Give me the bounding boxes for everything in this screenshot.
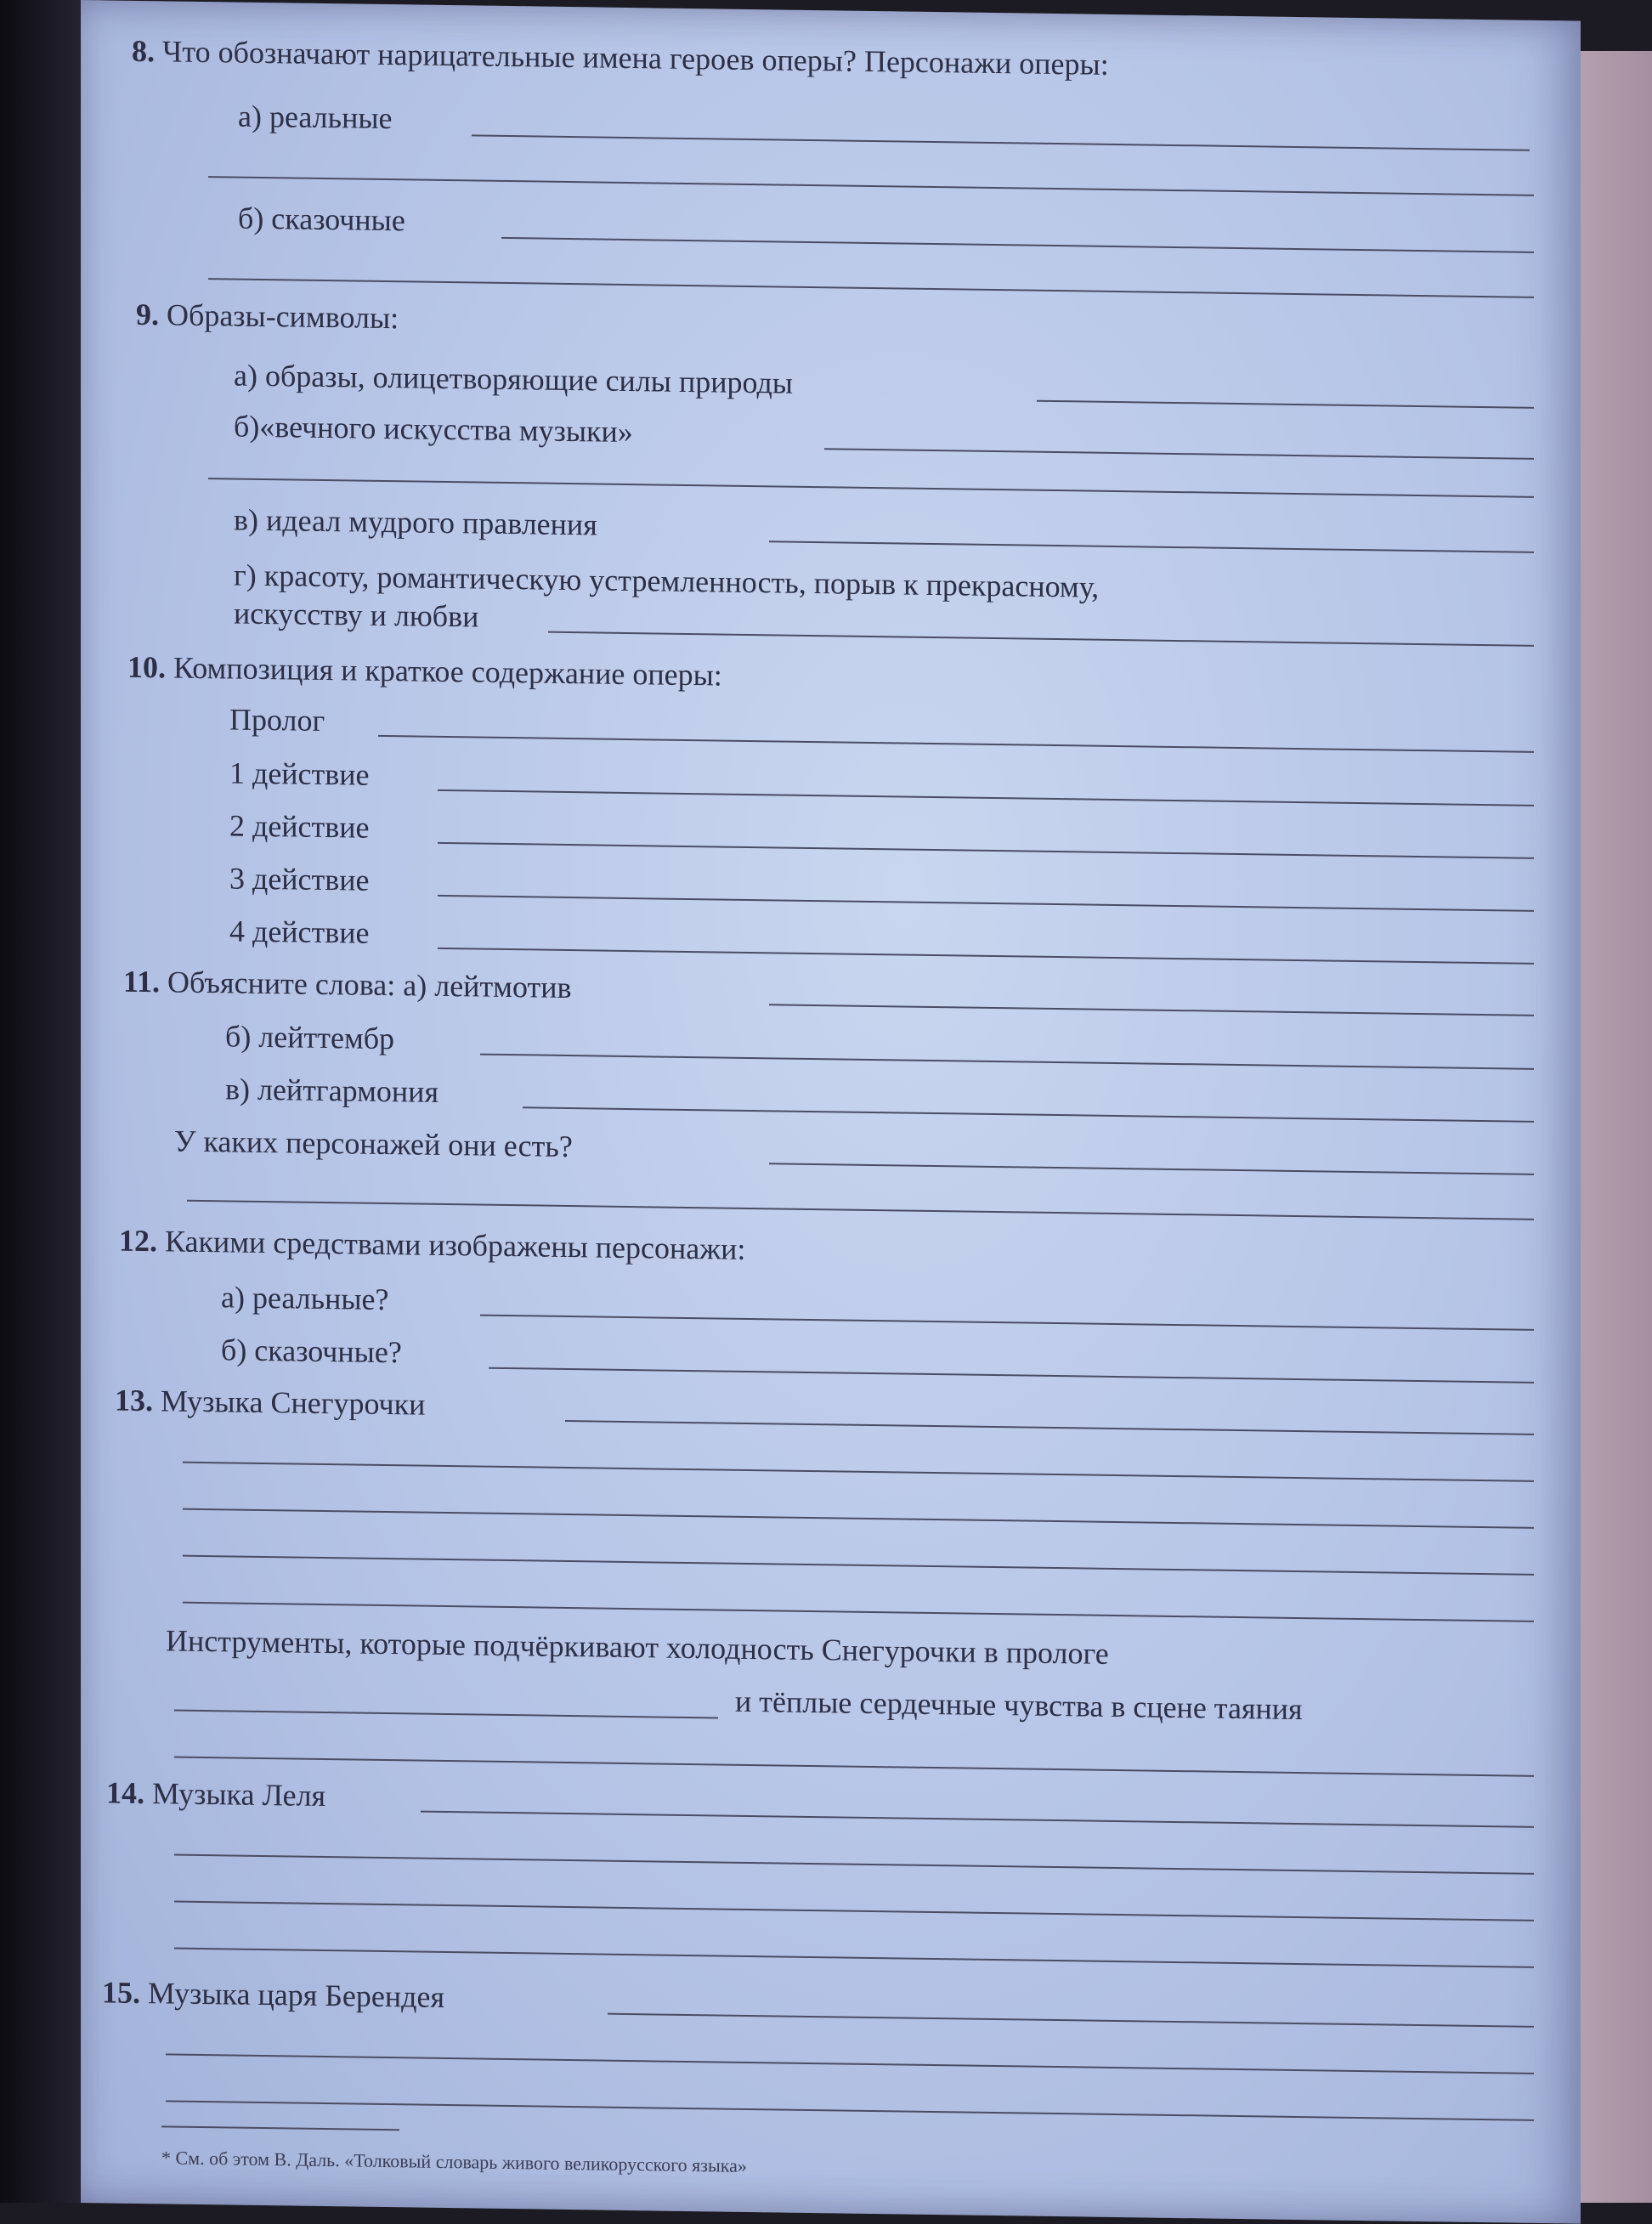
answer-line[interactable] [421,1811,1534,1828]
answer-line[interactable] [174,1901,1534,1921]
answer-line[interactable] [208,278,1534,298]
answer-line[interactable] [1037,400,1534,409]
q12-option-b: б) сказочные? [221,1333,402,1370]
question-number: 15. [102,1975,140,2010]
q9-option-b: б)«вечного искусства музыки» [234,409,633,450]
question-15 [102,1976,444,2013]
answer-line[interactable] [489,1367,1534,1384]
question-text: Образы-символы: [167,297,399,336]
question-8 [132,35,1109,81]
workbook-page [81,0,1581,2224]
question-number: 10. [127,649,166,685]
question-text: Музыка Леля [152,1776,326,1814]
answer-line[interactable] [183,1508,1534,1529]
answer-line[interactable] [378,735,1534,753]
answer-line[interactable] [208,176,1534,196]
question-11 [123,965,572,1004]
answer-line[interactable] [548,631,1534,647]
question-number: 12. [119,1223,157,1259]
answer-line[interactable] [501,237,1534,253]
q11-option-v: в) лейтгармония [225,1072,438,1109]
question-number: 14. [106,1775,144,1811]
act-4-label: 4 действие [229,914,370,950]
question-9 [136,298,399,334]
answer-line[interactable] [438,948,1534,965]
question-number: 8. [132,33,155,69]
question-text: Что обозначают нарицательные имена героев оперы? Персонажи оперы: [162,34,1109,82]
answer-line[interactable] [523,1106,1534,1123]
q11-option-b: б) лейттембр [225,1019,395,1056]
question-number: 9. [136,297,159,332]
answer-line[interactable] [438,895,1534,912]
q13-instruments-prompt: Инструменты, которые подчёркивают холодность Снегурочки в прологе [166,1623,1109,1671]
q9-option-a: а) образы, олицетворяющие силы природы [234,358,793,400]
answer-line[interactable] [472,134,1530,150]
question-number: 11. [123,964,161,999]
answer-line[interactable] [480,1315,1534,1331]
q8-option-b: б) сказочные [238,201,405,238]
answer-line[interactable] [183,1462,1534,1482]
question-13 [115,1384,425,1421]
answer-line[interactable] [208,478,1534,498]
q9-option-g-continued: искусству и любви [234,596,479,634]
question-text: Объясните слова: а) лейтмотив [167,965,572,1005]
answer-line[interactable] [565,1420,1534,1435]
answer-line[interactable] [438,789,1534,806]
q9-option-v: в) идеал мудрого правления [234,502,597,542]
answer-line[interactable] [769,540,1534,553]
q9-option-g: г) красоту, романтическую устремленность, порыв к прекрасному, [234,557,1100,604]
act-2-label: 2 действие [229,808,370,845]
question-text: Музыка царя Берендея [148,1976,444,2014]
answer-line[interactable] [174,1710,718,1719]
answer-line[interactable] [187,1200,1534,1220]
question-12 [119,1225,745,1265]
answer-line[interactable] [174,1757,1534,1777]
answer-line[interactable] [769,1004,1534,1016]
q12-option-a: а) реальные? [221,1280,389,1317]
q13-instruments-prompt-continued: и тёплые сердечные чувства в сцене таяния [735,1684,1303,1727]
question-text: Какими средствами изображены персонажи: [165,1224,746,1266]
act-3-label: 3 действие [229,861,370,897]
question-text: Композиция и краткое содержание оперы: [173,650,722,693]
question-14 [106,1776,325,1812]
answer-line[interactable] [183,1602,1534,1622]
act-1-label: 1 действие [229,755,370,792]
answer-line[interactable] [183,1555,1534,1576]
answer-line[interactable] [608,2013,1534,2028]
question-number: 13. [115,1383,153,1418]
answer-line[interactable] [480,1054,1534,1070]
question-10 [127,651,722,692]
q11-characters: У каких персонажей они есть? [174,1123,573,1164]
answer-line[interactable] [174,1854,1534,1875]
answer-line[interactable] [769,1163,1534,1175]
answer-line[interactable] [166,2100,1534,2120]
q8-option-a: а) реальные [238,99,393,136]
answer-line[interactable] [174,1948,1534,1968]
prologue-label: Пролог [229,702,325,739]
answer-line[interactable] [166,2053,1534,2074]
footnote: * См. об этом В. Даль. «Толковый словарь живого великорусского языка» [161,2147,747,2176]
answer-line[interactable] [438,842,1534,859]
question-text: Музыка Снегурочки [161,1384,426,1422]
answer-line[interactable] [824,448,1534,460]
footnote-divider [161,2125,399,2131]
